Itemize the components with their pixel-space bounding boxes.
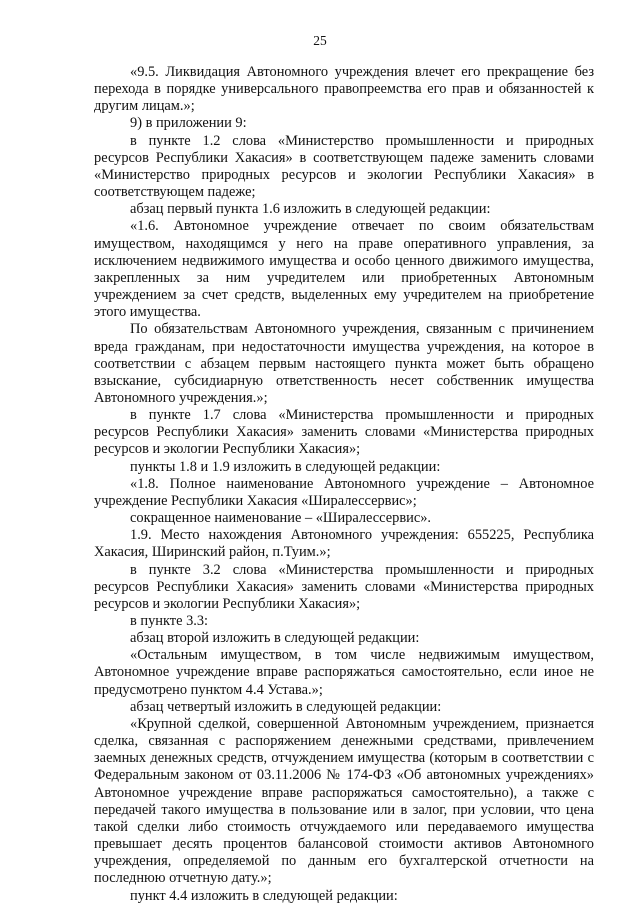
paragraph-clause-1-6-liability: По обязательствам Автономного учреждения, связанным с причинением вреда гражданам, при недостаточности имущества учреждения, на которое в соответствии с абзацем первым настоящего пункта может быть обращено взыскание, субсидиарную ответственность несет собственник имущества Автономного учреждения.»;: [94, 321, 594, 406]
paragraph-point-1-6-intro: абзац первый пункта 1.6 изложить в следующей редакции:: [130, 201, 491, 218]
paragraph-point-1-7: в пункте 1.7 слова «Министерства промышленности и природных ресурсов Республики Хакасия» заменить словами «Министерства природных ресурсов и экологии Республики Хакасия»;: [94, 407, 594, 458]
page-number: 25: [313, 33, 327, 48]
paragraph-major-transaction: «Крупной сделкой, совершенной Автономным учреждением, признается сделка, связанная с распоряжением денежными средствами, привлечением заемных денежных средств, отчуждением имущества (которым в соответствии с Федеральным законом от 03.11.2006 № 174-ФЗ «Об автономных учреждениях» Автономное учреждение вправе распоряжаться самостоятельно), а также с передачей такого имущества в пользование или в залог, при условии, что цена такой сделки либо стоимость отчуждаемого или передаваемого имущества превышает десять процентов балансовой стоимости активов Автономного учреждения, определяемой по данным его бухгалтерской отчетности на последнюю отчетную дату.»;: [94, 715, 594, 887]
paragraph-point-1-2: в пункте 1.2 слова «Министерство промышленности и природных ресурсов Республики Хакасия» в соответствующем падеже заменить словами «Министерство природных ресурсов и экологии Республики Хакасия» в соответствующем падеже;: [94, 132, 594, 201]
paragraph-clause-1-6: «1.6. Автономное учреждение отвечает по своим обязательствам имуществом, находящимся у него на праве оперативного управления, за исключением недвижимого имущества и особо ценного движимого имущества, закрепленных за ним учредителем или приобретенных Автономным учреждением за счет средств, выделенных ему учредителем на приобретение этого имущества.: [94, 218, 594, 321]
paragraph-second-abzac-intro: абзац второй изложить в следующей редакции:: [130, 630, 420, 647]
paragraph-clause-1-8: «1.8. Полное наименование Автономного учреждение – Автономное учреждение Республики Хакасия «Ширалессервис»;: [94, 475, 594, 509]
document-body: [94, 64, 594, 905]
paragraph-points-1-8-1-9-intro: пункты 1.8 и 1.9 изложить в следующей редакции:: [130, 458, 441, 475]
paragraph-short-name: сокращенное наименование – «Ширалессервис».: [130, 510, 431, 527]
paragraph-point-3-3: в пункте 3.3:: [130, 613, 209, 629]
paragraph-item-9: 9) в приложении 9:: [130, 115, 247, 132]
paragraph-clause-1-9: 1.9. Место нахождения Автономного учреждения: 655225, Республика Хакасия, Ширинский район, п.Туим.»;: [94, 527, 594, 561]
paragraph-point-3-2: в пункте 3.2 слова «Министерства промышленности и природных ресурсов Республики Хакасия» заменить словами «Министерства природных ресурсов и экологии Республики Хакасия»;: [94, 561, 594, 612]
paragraph-fourth-abzac-intro: абзац четвертый изложить в следующей редакции:: [130, 698, 442, 715]
paragraph-clause-9-5: «9.5. Ликвидация Автономного учреждения влечет его прекращение без перехода в порядке универсального правопреемства его прав и обязанностей к другим лицам.»;: [94, 64, 594, 115]
paragraph-point-4-4-intro: пункт 4.4 изложить в следующей редакции:: [130, 887, 398, 904]
paragraph-other-property: «Остальным имуществом, в том числе недвижимым имуществом, Автономное учреждение вправе распоряжаться самостоятельно, если иное не предусмотрено пунктом 4.4 Устава.»;: [94, 647, 594, 698]
